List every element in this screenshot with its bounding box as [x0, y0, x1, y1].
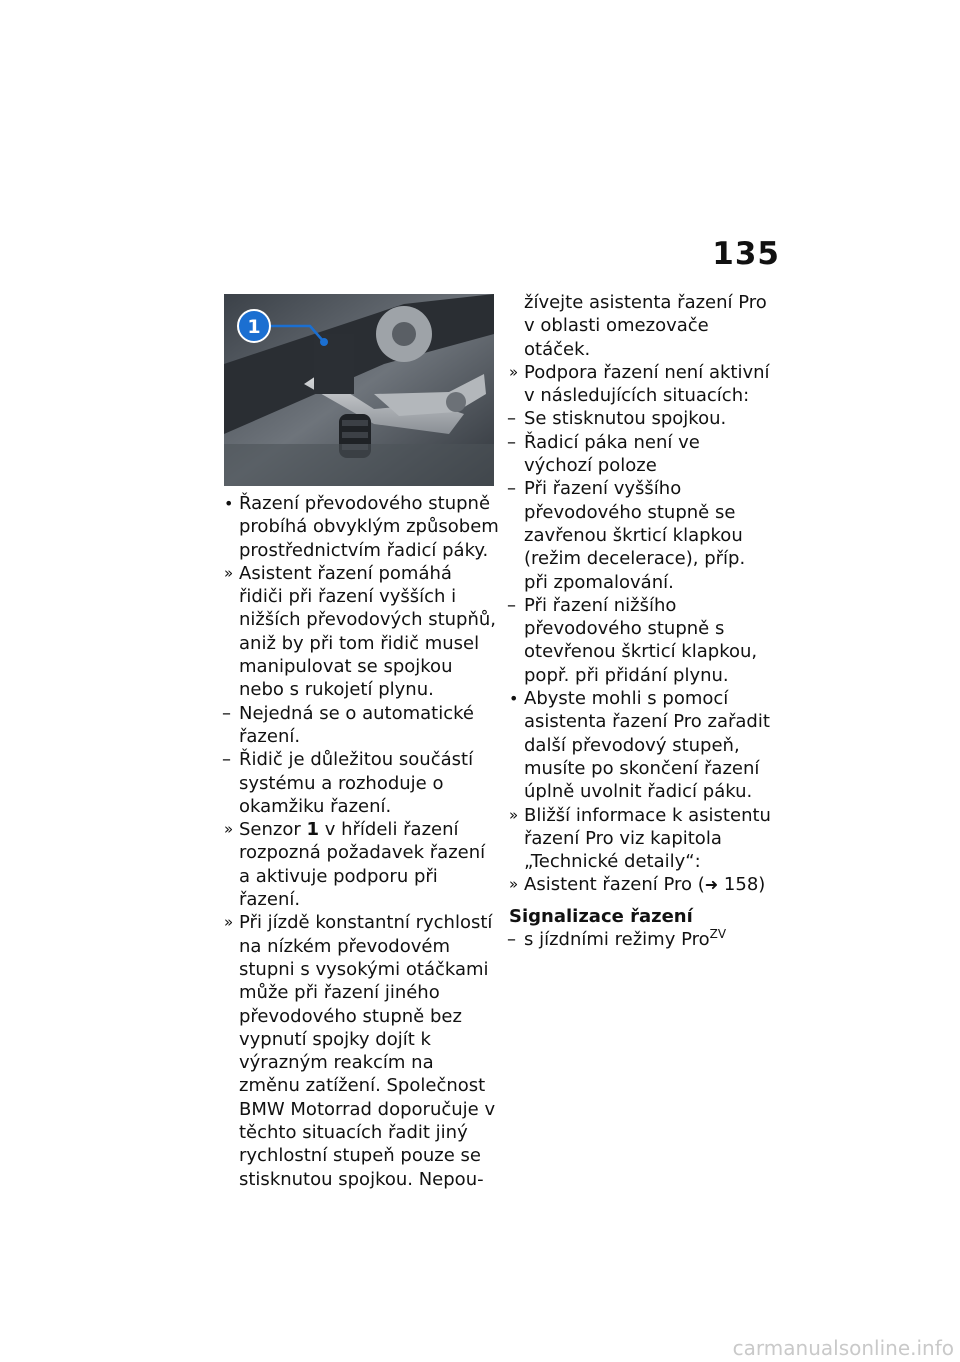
item-text: Řadicí páka není ve výchozí poloze	[524, 431, 700, 477]
raquo-marker: »	[509, 875, 519, 894]
page-reference-item	[509, 873, 771, 896]
page-reference-arrow-icon: ➜	[704, 875, 719, 895]
list-item	[509, 594, 771, 687]
list-item	[224, 748, 500, 818]
item-text: Bližší informace k asistentu řazení Pro viz kapitola „Technické detaily“:	[524, 804, 771, 873]
ref-text-after: )	[758, 874, 766, 896]
item-text: Řidič je důležitou součástí systému a rozhoduje o okamžiku řazení.	[239, 749, 474, 817]
raquo-marker: »	[224, 820, 234, 839]
bullet-marker: •	[509, 689, 519, 709]
list-item	[224, 911, 500, 1191]
list-item	[224, 702, 500, 749]
item-text: s jízdními režimy Pro	[524, 929, 710, 951]
dash-marker: –	[507, 929, 516, 951]
dash-marker: –	[222, 749, 231, 771]
right-column	[509, 291, 771, 951]
item-text: Při řazení vyššího převodového stupně se zavřenou škrticí klapkou (režim decelerace), příp. při zpomalování.	[524, 478, 746, 593]
raquo-marker: »	[224, 563, 234, 582]
page-number: 135	[712, 236, 780, 272]
item-text: Abyste mohli s pomocí asistenta řazení Pro zařadit další převodový stupeň, musíte po skončení řazení úplně uvolnit řadicí páku.	[524, 688, 770, 803]
list-item	[224, 562, 500, 702]
list-item	[509, 928, 771, 951]
item-text-after: v hřídeli řazení rozpozná požadavek řazení a aktivuje podporu při řazení.	[239, 819, 486, 911]
list-item	[509, 407, 771, 430]
ref-text-before: Asistent řazení Pro (	[524, 874, 705, 896]
list-item	[509, 431, 771, 478]
item-text: Asistent řazení pomáhá řidiči při řazení vyšších i nižších převodových stupňů, aniž by při tom řidič musel manipulovat se spojkou nebo s rukojetí plynu.	[239, 562, 497, 701]
dash-marker: –	[507, 594, 516, 616]
raquo-marker: »	[509, 362, 519, 381]
list-item	[509, 687, 771, 803]
sensor-ref: 1	[306, 819, 320, 841]
dash-marker: –	[222, 702, 231, 724]
dash-marker: –	[507, 431, 516, 453]
shift-lever-photo	[224, 294, 494, 486]
watermark: carmanualsonline.info	[732, 1336, 954, 1360]
list-item	[509, 804, 771, 874]
dash-marker: –	[507, 478, 516, 500]
continuation-text: žívejte asistenta řazení Pro v oblasti omezovače otáček.	[524, 292, 767, 360]
shift-lever-illustration	[224, 294, 494, 486]
bullet-marker: •	[224, 494, 234, 513]
section-heading: Signalizace řazení	[509, 905, 693, 927]
item-text: Řazení převodového stupně probíhá obvyklým způsobem prostřednictvím řadicí páky.	[239, 493, 499, 561]
list-item	[224, 492, 500, 562]
left-column	[224, 492, 500, 1191]
list-item	[224, 818, 500, 911]
item-text: Při řazení nižšího převodového stupně s otevřenou škrticí klapkou, popř. při přidání plynu.	[524, 594, 758, 686]
item-text: Nejedná se o automatické řazení.	[239, 702, 474, 747]
item-text-before: Senzor	[239, 819, 307, 841]
item-text: Při jízdě konstantní rychlostí na nízkém převodovém stupni s vysokými otáčkami může při řazení jiného převodového stupně bez vypnutí spojky dojít k výrazným reakcím na změnu zatížení. Společnost BMW Motorrad doporučuje v těchto situacích řadit jiný rychlostní stupeň pouze se stisknutou spojkou. Nepou-	[239, 912, 496, 1190]
raquo-marker: »	[224, 913, 234, 932]
item-text: Se stisknutou spojkou.	[524, 408, 727, 430]
raquo-marker: »	[509, 805, 519, 824]
item-text: Podpora řazení není aktivní v následujících situacích:	[524, 361, 770, 407]
ref-page-link[interactable]: 158	[723, 874, 759, 896]
optional-equipment-marker: ZV	[709, 927, 727, 942]
list-item	[509, 477, 771, 593]
callout-number: 1	[247, 316, 261, 338]
dash-marker: –	[507, 408, 516, 430]
list-item	[509, 361, 771, 408]
